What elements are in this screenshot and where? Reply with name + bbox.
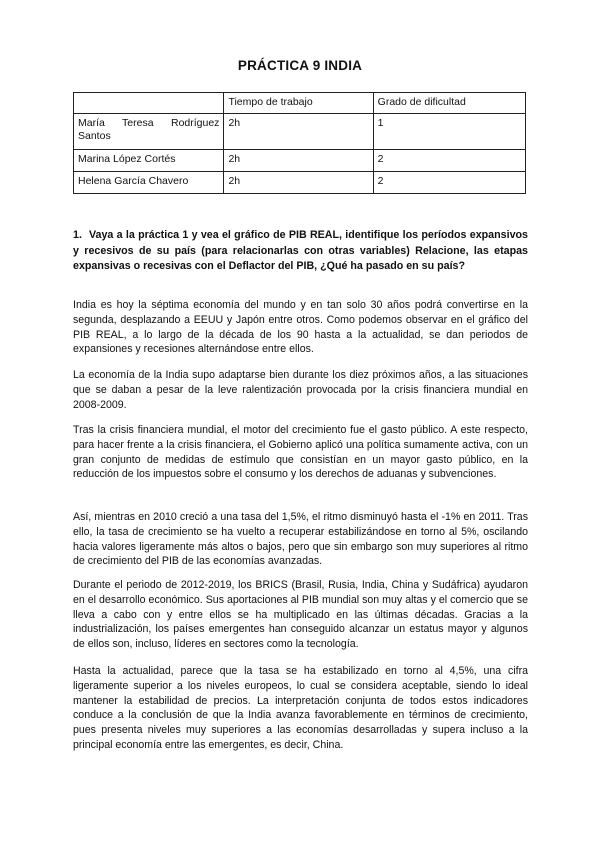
question-number: 1. <box>73 229 82 241</box>
work-time: 2h <box>224 114 373 150</box>
work-time: 2h <box>224 172 373 194</box>
table-row <box>74 150 526 172</box>
paragraph: Hasta la actualidad, parece que la tasa se ha estabilizado en torno al 4,5%, una cifra ligeramente superior a los niveles europeos, lo cual se considera aceptable, siendo lo ideal mantener la estabilidad de precios. La interpretación conjunta de todos estos indicadores conduce a la conclusión de que la India avanza favorablemente en términos de crecimiento, pues presenta niveles muy superiores a las economías desarrolladas y supera incluso a la principal economía entre las emergentes, es decir, China. <box>73 665 528 751</box>
work-time: 2h <box>224 150 373 172</box>
difficulty: 1 <box>373 114 525 150</box>
question-heading <box>73 228 528 275</box>
member-name: Marina López Cortés <box>74 150 224 172</box>
paragraph: Durante el periodo de 2012-2019, los BRICS (Brasil, Rusia, India, China y Sudáfrica) ayudaron en el desarrollo económico. Sus aportaciones al PIB mundial son muy altas y el comercio que se lleva a cabo con y entre ellos se ha multiplicado en las últimas décadas. Gracias a la industrialización, los países emergentes han conseguido alcanzar un estatus mayor y algunos de ellos son, incluso, líderes en sectores como la tecnología. <box>73 579 528 651</box>
table-row <box>74 114 526 150</box>
table-header-cell: Grado de dificultad <box>373 93 525 114</box>
team-table <box>73 92 526 194</box>
paragraph: India es hoy la séptima economía del mundo y en tan solo 30 años podrá convertirse en la segunda, desplazando a EEUU y Japón entre otros. Como podemos observar en el gráfico del PIB REAL, a lo largo de la década de los 90 hasta a la actualidad, se dan periodos de expansiones y recesiones alternándose entre ellos. <box>73 299 528 356</box>
table-header-cell <box>74 93 224 114</box>
paragraph: Tras la crisis financiera mundial, el motor del crecimiento fue el gasto público. A este respecto, para hacer frente a la crisis financiera, el Gobierno aplicó una política sumamente activa, con un gran conjunto de medidas de estímulo que consistían en un mayor gasto público, en la reducción de los impuestos sobre el consumo y los derechos de aduanas y subvenciones. <box>73 424 528 481</box>
table-header-cell: Tiempo de trabajo <box>224 93 373 114</box>
paragraph: La economía de la India supo adaptarse bien durante los diez próximos años, a las situaciones que se daban a pesar de la leve ralentización provocada por la crisis financiera mundial en 2008-2009. <box>73 369 528 411</box>
member-name: María Teresa Rodríguez Santos <box>74 114 224 150</box>
page-title: PRÁCTICA 9 INDIA <box>237 58 363 73</box>
member-name: Helena García Chavero <box>74 172 224 194</box>
table-row <box>74 172 526 194</box>
difficulty: 2 <box>373 172 525 194</box>
paragraph: Así, mientras en 2010 creció a una tasa del 1,5%, el ritmo disminuyó hasta el -1% en 2011. Tras ello, la tasa de crecimiento se ha vuelto a recuperar estabilizándose en torno al 5%, oscilando hacia valores ligeramente más altos o bajos, pero que sin embargo son muy superiores al ritmo de crecimiento del PIB de las economías avanzadas. <box>73 511 528 568</box>
question-text: Vaya a la práctica 1 y vea el gráfico de PIB REAL, identifique los períodos expansivos y recesivos de su país (para relacionarlas con otras variables) Relacione, las etapas expansivas o recesivas con el Deflactor del PIB, ¿Qué ha pasado en su país? <box>73 229 528 272</box>
table-header-row <box>74 93 526 114</box>
difficulty: 2 <box>373 150 525 172</box>
